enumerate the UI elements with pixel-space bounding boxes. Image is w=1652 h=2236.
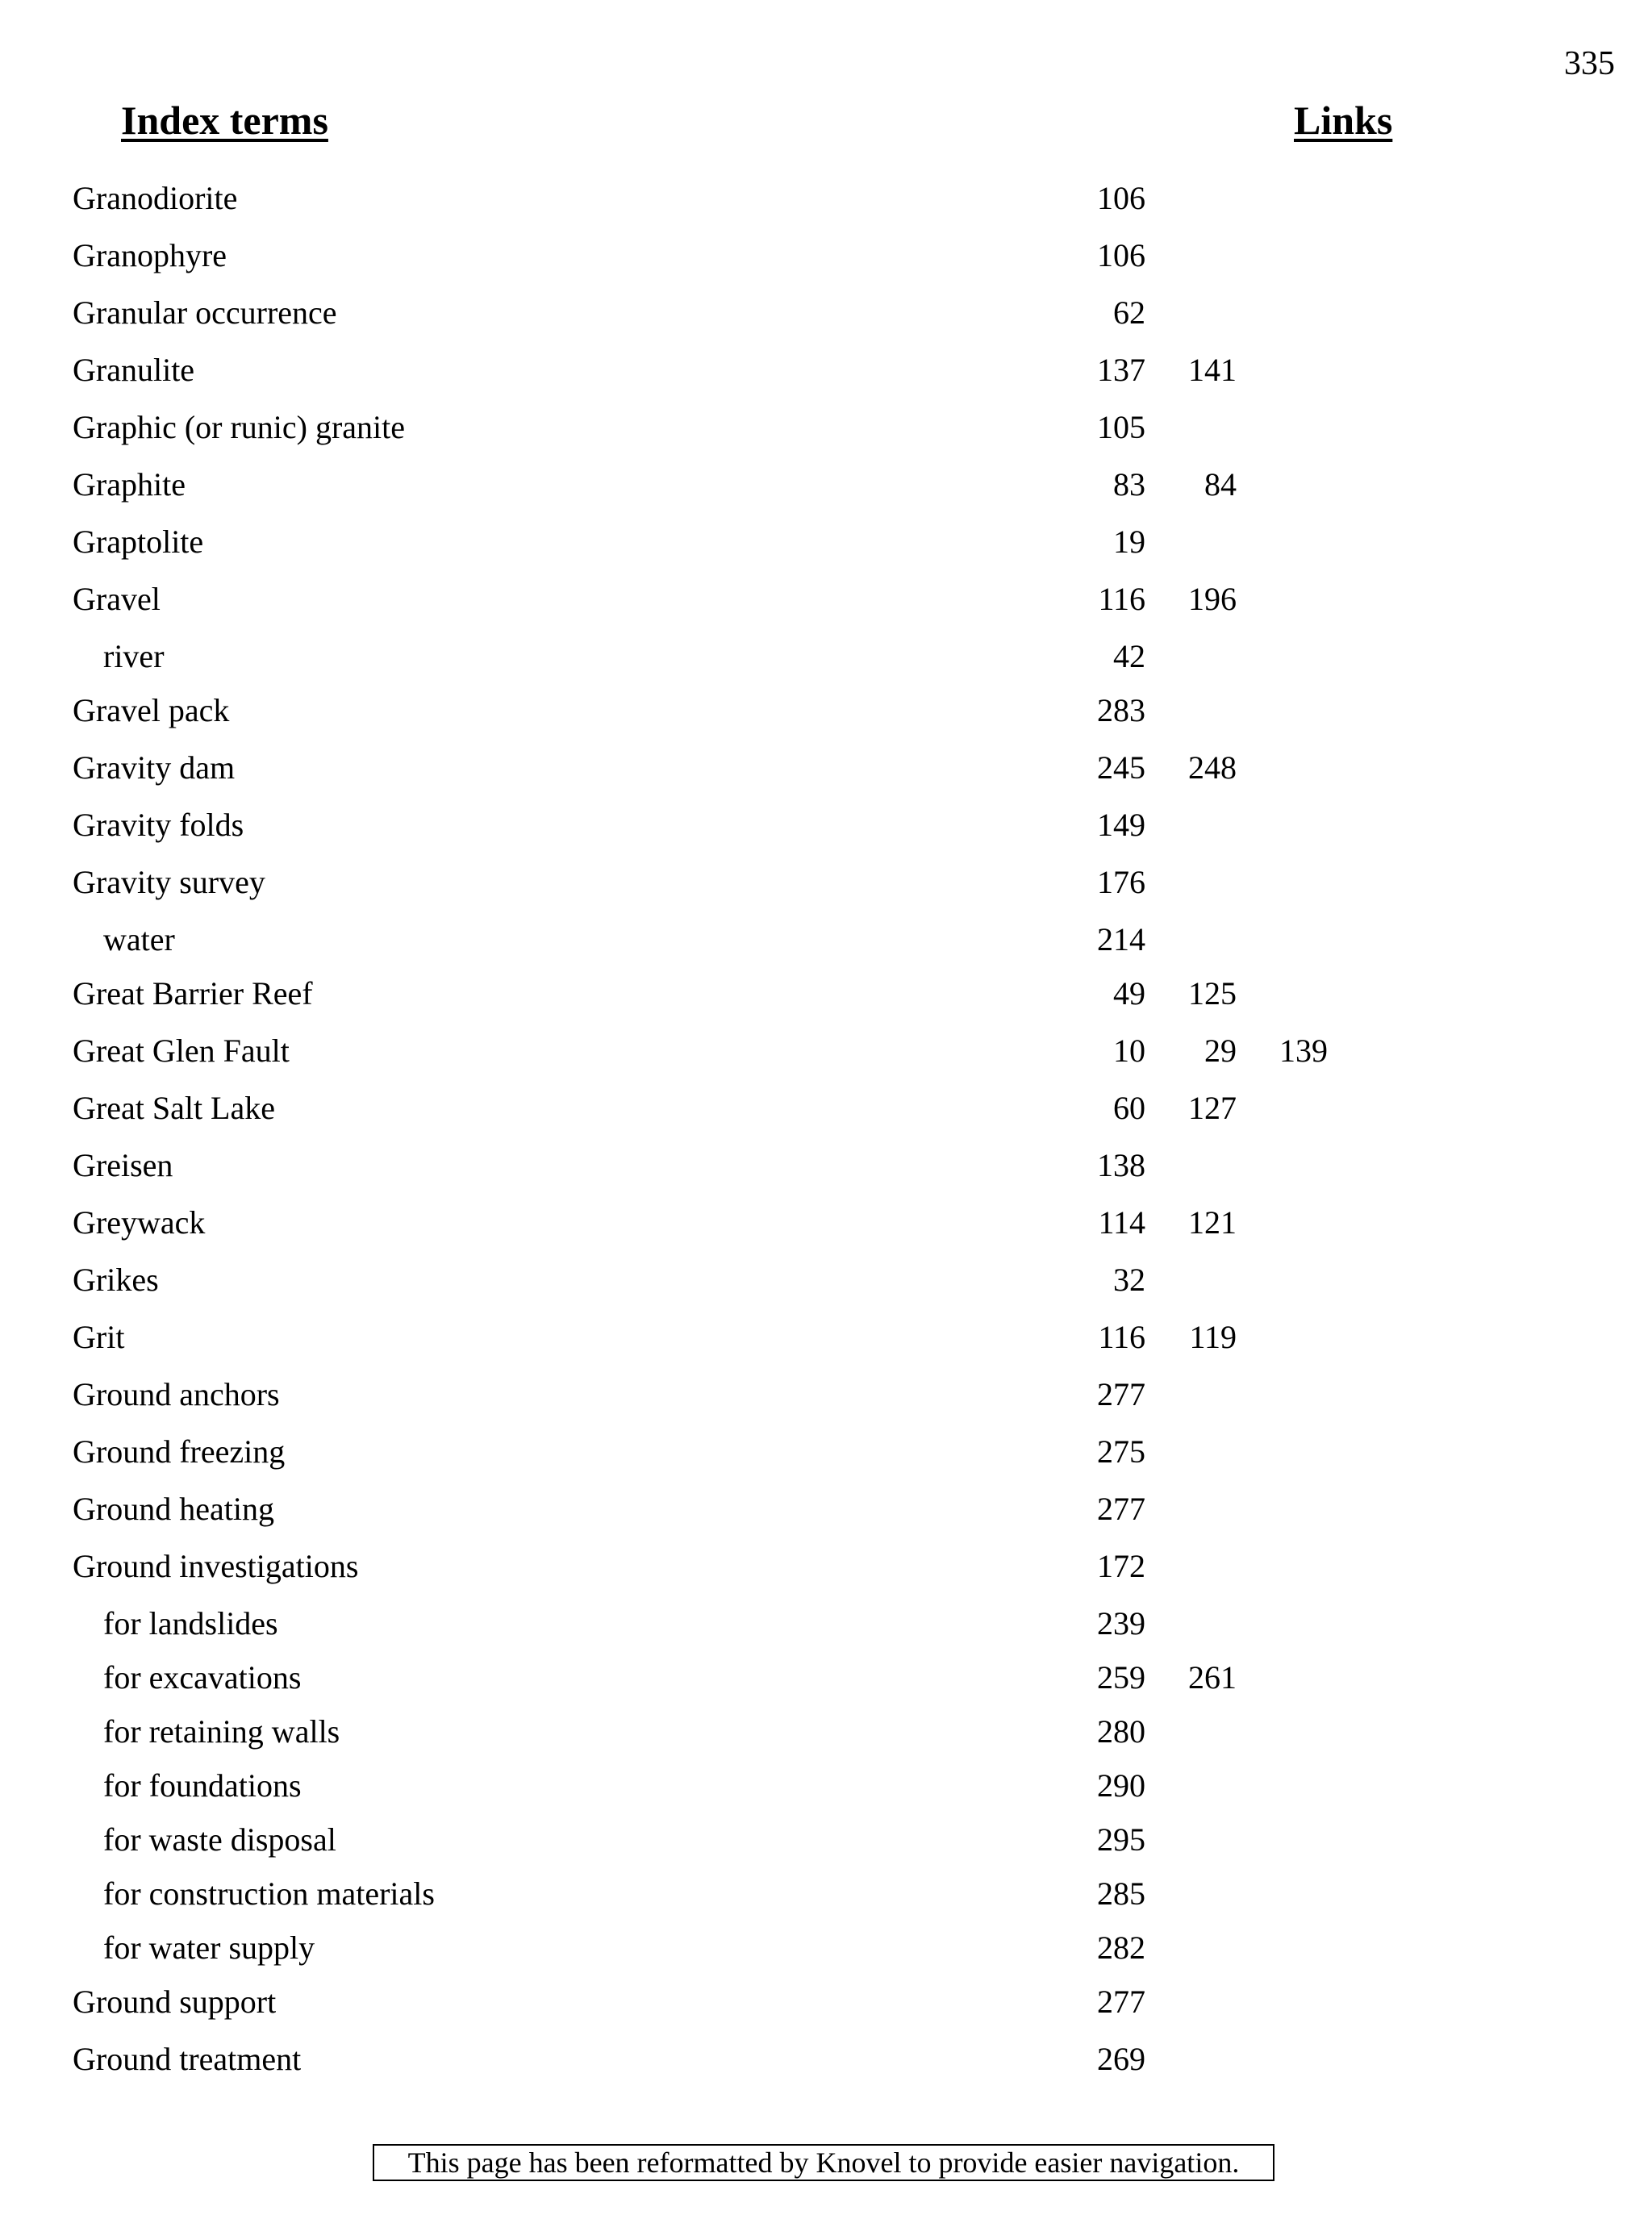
page-link[interactable]: 29 — [1204, 1032, 1237, 1069]
page-link[interactable]: 19 — [1113, 524, 1145, 560]
index-entry — [0, 1030, 1652, 1087]
index-entry — [0, 578, 1652, 636]
page-link[interactable]: 83 — [1113, 466, 1145, 503]
index-entry — [0, 1546, 1652, 1603]
page-link[interactable]: 245 — [1097, 749, 1145, 786]
page-link[interactable]: 125 — [1188, 975, 1237, 1012]
page-link[interactable]: 261 — [1188, 1659, 1237, 1696]
index-entry — [0, 1202, 1652, 1259]
index-entry — [0, 1259, 1652, 1316]
index-subentry — [0, 1711, 1652, 1765]
page-link[interactable]: 141 — [1188, 352, 1237, 388]
index-entry — [0, 1087, 1652, 1145]
page-number: 335 — [1564, 45, 1615, 82]
index-entry — [0, 1316, 1652, 1374]
index-term: Greywack — [73, 1204, 206, 1241]
index-entry — [0, 1488, 1652, 1546]
index-term: river — [103, 638, 165, 674]
page-link[interactable]: 290 — [1097, 1767, 1145, 1804]
index-entry — [0, 235, 1652, 292]
index-term: Ground treatment — [73, 2041, 302, 2077]
index-term: for landslides — [103, 1605, 278, 1642]
index-entry — [0, 349, 1652, 407]
index-term: Great Salt Lake — [73, 1090, 275, 1126]
page-link[interactable]: 32 — [1113, 1262, 1145, 1298]
page-link[interactable]: 277 — [1097, 1491, 1145, 1527]
index-subentry — [0, 1765, 1652, 1819]
index-subentry — [0, 636, 1652, 690]
page-link[interactable]: 10 — [1113, 1032, 1145, 1069]
index-term: Grit — [73, 1319, 125, 1355]
index-term: Ground support — [73, 1984, 277, 2020]
index-term: water — [103, 921, 175, 957]
index-term: Granophyre — [73, 237, 227, 273]
index-terms-heading: Index terms — [121, 98, 328, 143]
index-subentry — [0, 1873, 1652, 1927]
page-link[interactable]: 106 — [1097, 237, 1145, 273]
index-term: for waste disposal — [103, 1821, 336, 1858]
page-link[interactable]: 49 — [1113, 975, 1145, 1012]
links-heading: Links — [1294, 98, 1393, 143]
index-entry — [0, 521, 1652, 578]
index-term: for excavations — [103, 1659, 302, 1696]
knovel-reformat-notice: This page has been reformatted by Knovel to provide easier navigation. — [373, 2144, 1274, 2181]
index-term: Graptolite — [73, 524, 204, 560]
index-term: Gravity folds — [73, 807, 244, 843]
page-link[interactable]: 277 — [1097, 1376, 1145, 1412]
page-link[interactable]: 248 — [1188, 749, 1237, 786]
index-term: Gravity survey — [73, 864, 265, 900]
page-link[interactable]: 116 — [1098, 581, 1145, 617]
page-link[interactable]: 127 — [1188, 1090, 1237, 1126]
index-subentry — [0, 1657, 1652, 1711]
index-term: Ground anchors — [73, 1376, 280, 1412]
index-term: Great Glen Fault — [73, 1032, 290, 1069]
page-link[interactable]: 106 — [1097, 180, 1145, 216]
index-entry — [0, 177, 1652, 235]
index-term: for water supply — [103, 1929, 315, 1966]
index-entry — [0, 292, 1652, 349]
page-link[interactable]: 121 — [1188, 1204, 1237, 1241]
index-term: for construction materials — [103, 1875, 435, 1912]
page-link[interactable]: 84 — [1204, 466, 1237, 503]
page-link[interactable]: 149 — [1097, 807, 1145, 843]
index-term: Ground investigations — [73, 1548, 359, 1584]
index-entry — [0, 861, 1652, 919]
page-link[interactable]: 137 — [1097, 352, 1145, 388]
page-link[interactable]: 239 — [1097, 1605, 1145, 1642]
page-link[interactable]: 282 — [1097, 1929, 1145, 1966]
index-term: Great Barrier Reef — [73, 975, 313, 1012]
index-term: Granular occurrence — [73, 294, 337, 331]
index-subentry — [0, 1927, 1652, 1981]
page-link[interactable]: 172 — [1097, 1548, 1145, 1584]
page-link[interactable]: 295 — [1097, 1821, 1145, 1858]
index-term: Grikes — [73, 1262, 159, 1298]
index-term: Ground freezing — [73, 1433, 286, 1470]
index-subentry — [0, 919, 1652, 973]
index-subentry — [0, 1819, 1652, 1873]
page-link[interactable]: 119 — [1189, 1319, 1237, 1355]
index-term: for retaining walls — [103, 1713, 340, 1750]
index-term: Ground heating — [73, 1491, 274, 1527]
index-term: Granulite — [73, 352, 195, 388]
page-link[interactable]: 60 — [1113, 1090, 1145, 1126]
page-link[interactable]: 138 — [1097, 1147, 1145, 1183]
page-link[interactable]: 139 — [1279, 1032, 1328, 1069]
page-link[interactable]: 275 — [1097, 1433, 1145, 1470]
index-entry — [0, 407, 1652, 464]
index-entry — [0, 464, 1652, 521]
page-link[interactable]: 196 — [1188, 581, 1237, 617]
page-link[interactable]: 280 — [1097, 1713, 1145, 1750]
index-entry — [0, 1374, 1652, 1431]
index-entry — [0, 973, 1652, 1030]
page-link[interactable]: 214 — [1097, 921, 1145, 957]
page-link[interactable]: 285 — [1097, 1875, 1145, 1912]
index-term: Gravel pack — [73, 692, 230, 728]
index-subentry — [0, 1603, 1652, 1657]
page-link[interactable]: 105 — [1097, 409, 1145, 445]
index-term: Gravity dam — [73, 749, 236, 786]
page-link[interactable]: 62 — [1113, 294, 1145, 331]
page-link[interactable]: 283 — [1097, 692, 1145, 728]
index-term: Graphite — [73, 466, 186, 503]
index-term: for foundations — [103, 1767, 302, 1804]
index-term: Graphic (or runic) granite — [73, 409, 406, 445]
index-entry — [0, 1145, 1652, 1202]
index-entry — [0, 690, 1652, 747]
page-link[interactable]: 42 — [1113, 638, 1145, 674]
index-entry — [0, 804, 1652, 861]
index-entry — [0, 2038, 1652, 2096]
index-entry — [0, 1431, 1652, 1488]
index-entry — [0, 1981, 1652, 2038]
page-link[interactable]: 269 — [1097, 2041, 1145, 2077]
index-term: Greisen — [73, 1147, 173, 1183]
index-entry — [0, 747, 1652, 804]
page-link[interactable]: 114 — [1098, 1204, 1145, 1241]
page-link[interactable]: 277 — [1097, 1984, 1145, 2020]
index-term: Granodiorite — [73, 180, 238, 216]
page-link[interactable]: 176 — [1097, 864, 1145, 900]
page-link[interactable]: 259 — [1097, 1659, 1145, 1696]
index-entry-list — [0, 177, 1652, 2096]
page-link[interactable]: 116 — [1098, 1319, 1145, 1355]
index-term: Gravel — [73, 581, 161, 617]
